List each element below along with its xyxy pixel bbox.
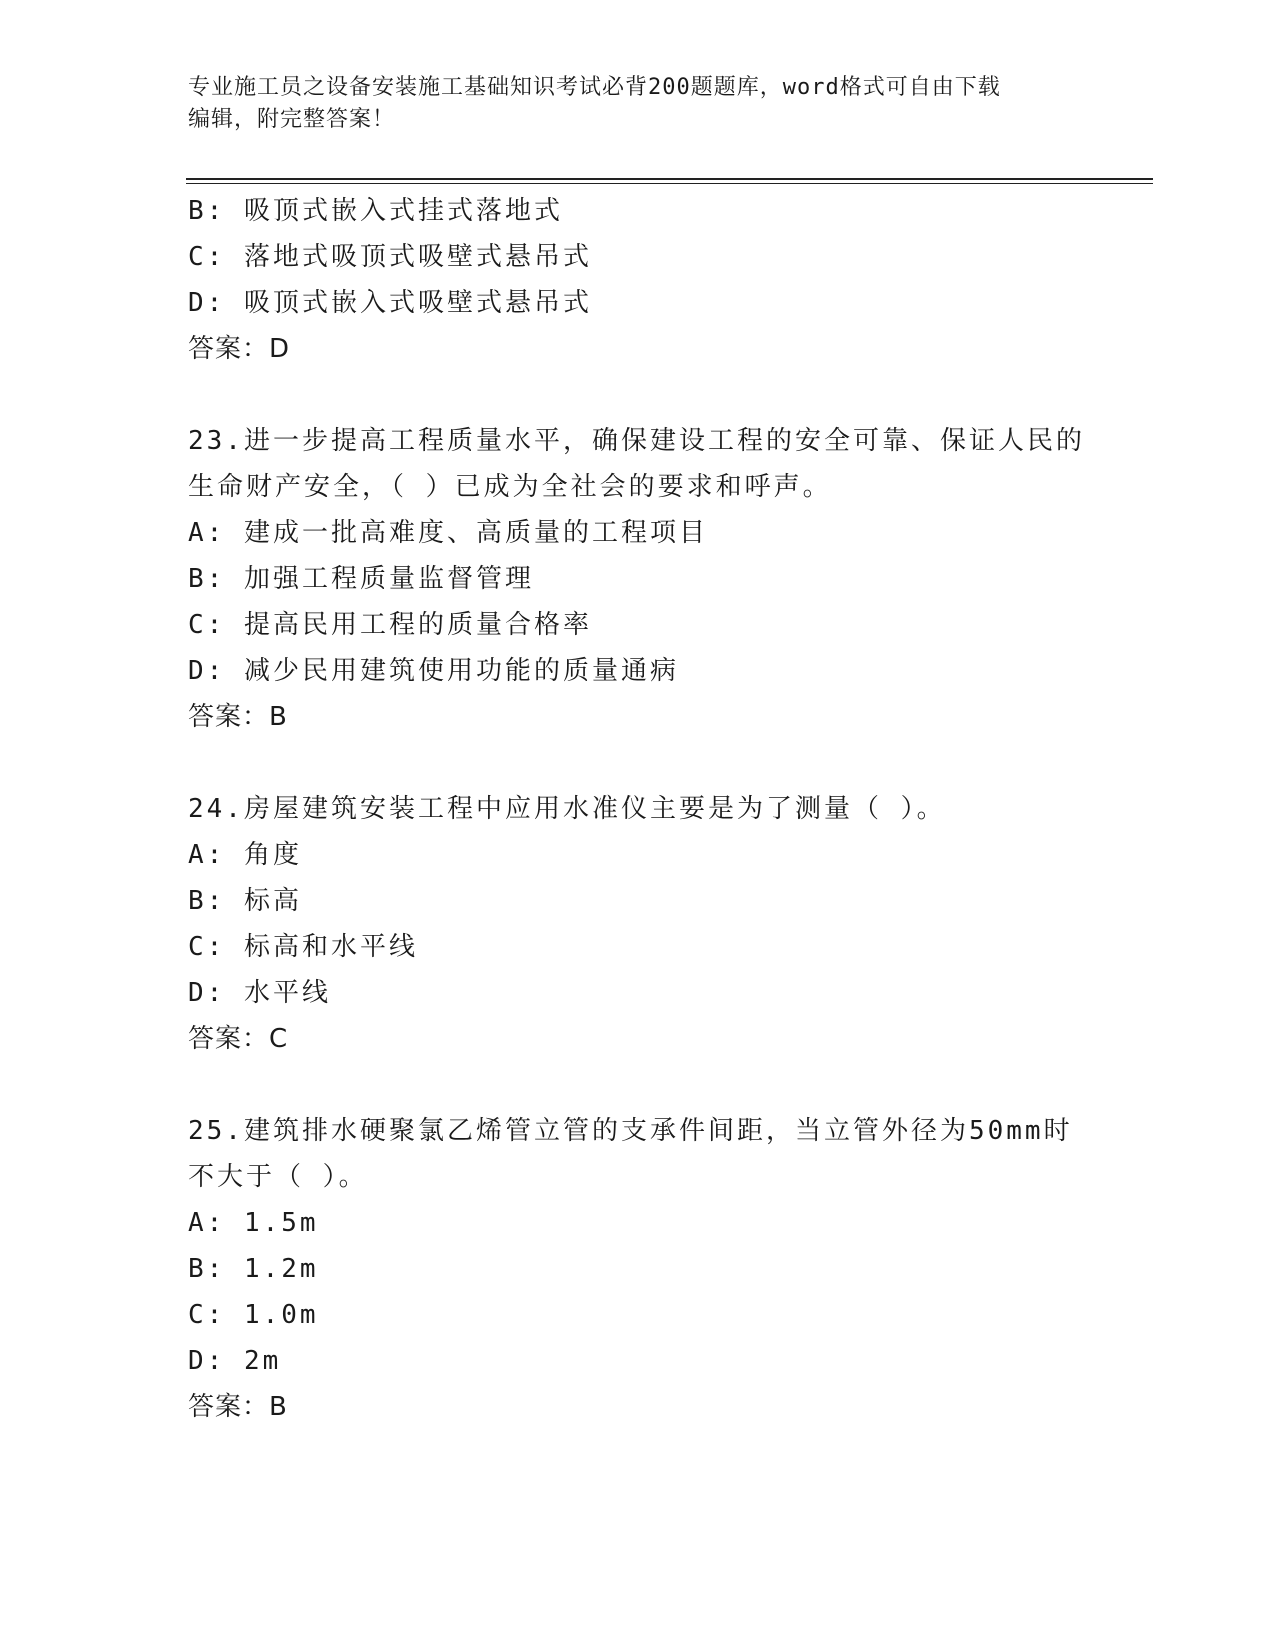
option-b: B: 1.2m — [188, 1254, 319, 1284]
spacer — [188, 1062, 1118, 1108]
option-c: C: 落地式吸顶式吸壁式悬吊式 — [188, 242, 592, 272]
option-c: C: 提高民用工程的质量合格率 — [188, 610, 592, 640]
option-a: A: 1.5m — [188, 1208, 319, 1238]
answer: 答案：B — [188, 702, 288, 732]
option-b: B: 标高 — [188, 886, 302, 916]
header-divider-thick — [186, 178, 1153, 180]
header-line-2: 编辑，附完整答案！ — [188, 107, 396, 132]
header-line-1: 专业施工员之设备安装施工基础知识考试必背200题题库，word格式可自由下载 — [188, 75, 1001, 100]
answer: 答案：C — [188, 1024, 289, 1054]
option-b: B: 吸顶式嵌入式挂式落地式 — [188, 196, 563, 226]
option-c: C: 标高和水平线 — [188, 932, 418, 962]
question-text-line-1: 23.进一步提高工程质量水平，确保建设工程的安全可靠、保证人民的 — [188, 426, 1085, 456]
question-22-partial — [188, 188, 1118, 372]
question-text-line-2: 不大于（ ）。 — [188, 1162, 368, 1192]
header-divider-thin — [186, 183, 1153, 184]
question-text-line-1: 24.房屋建筑安装工程中应用水准仪主要是为了测量（ ）。 — [188, 794, 946, 824]
answer: 答案：B — [188, 1392, 288, 1422]
question-list — [188, 188, 1118, 1430]
spacer — [188, 740, 1118, 786]
answer: 答案：D — [188, 334, 291, 364]
question-23 — [188, 418, 1118, 740]
question-25 — [188, 1108, 1118, 1430]
question-text-line-2: 生命财产安全，（ ）已成为全社会的要求和呼声。 — [188, 472, 832, 502]
option-a: A: 角度 — [188, 840, 302, 870]
document-header — [188, 72, 1088, 136]
option-d: D: 吸顶式嵌入式吸壁式悬吊式 — [188, 288, 592, 318]
spacer — [188, 372, 1118, 418]
question-24 — [188, 786, 1118, 1062]
question-text-line-1: 25.建筑排水硬聚氯乙烯管立管的支承件间距，当立管外径为50mm时 — [188, 1116, 1073, 1146]
option-a: A: 建成一批高难度、高质量的工程项目 — [188, 518, 708, 548]
option-d: D: 减少民用建筑使用功能的质量通病 — [188, 656, 679, 686]
option-d: D: 2m — [188, 1346, 282, 1376]
option-c: C: 1.0m — [188, 1300, 319, 1330]
option-b: B: 加强工程质量监督管理 — [188, 564, 534, 594]
option-d: D: 水平线 — [188, 978, 331, 1008]
